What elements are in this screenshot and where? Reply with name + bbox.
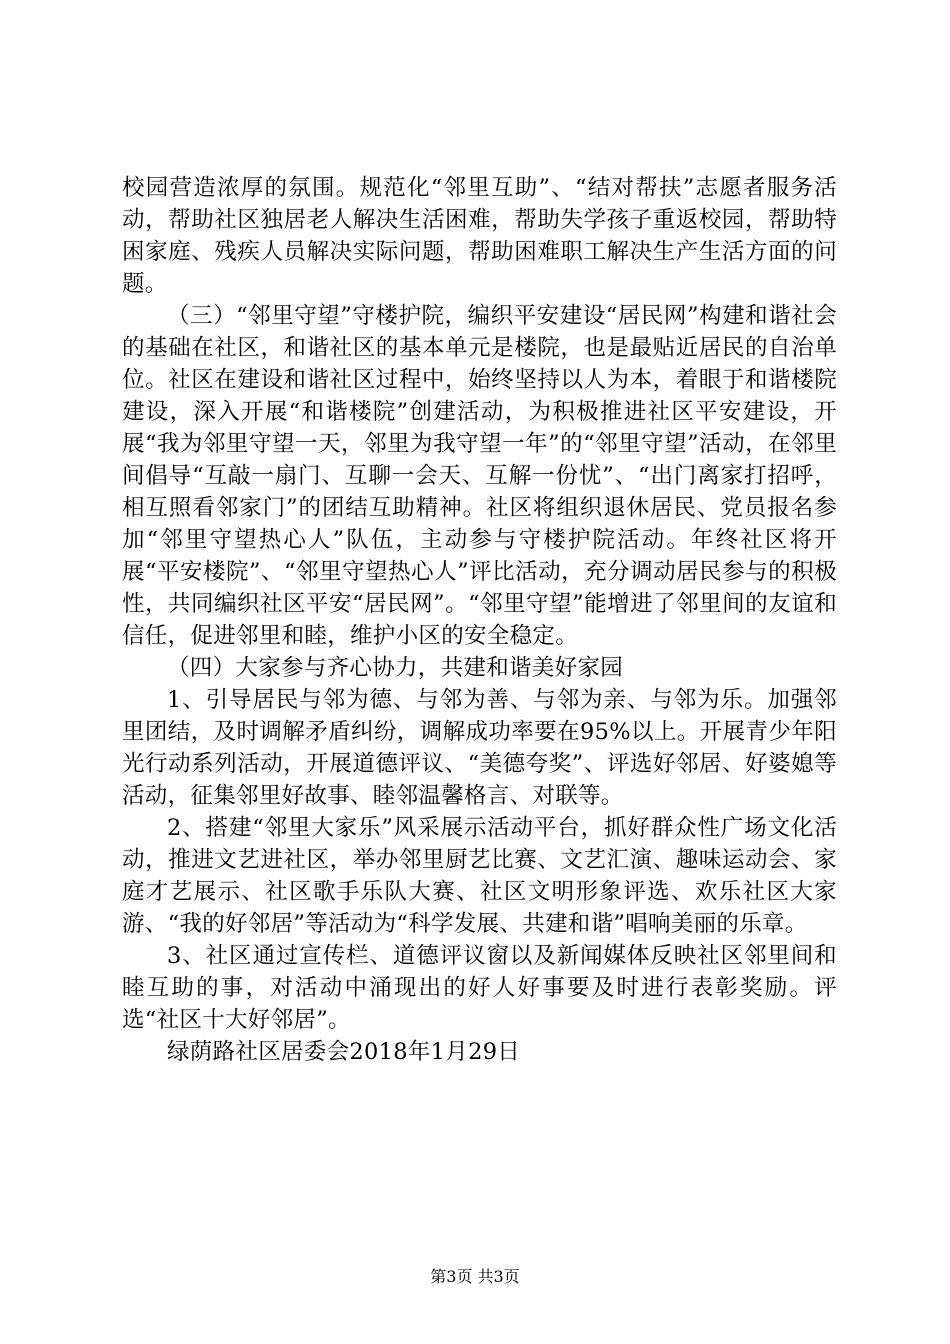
paragraph-item-one: 1、引导居民与邻为德、与邻为善、与邻为亲、与邻为乐。加强邻里团结，及时调解矛盾纠纷，调解成功率要在95%以上。开展青少年阳光行动系列活动，开展道德评议、“美德夸奖”、评选好邻居、好婆媳等活动，征集邻里好故事、睦邻温馨格言、对联等。 [122, 687, 837, 809]
paragraph-continuation: 校园营造浓厚的氛围。规范化“邻里互助”、“结对帮扶”志愿者服务活动，帮助社区独居老人解决生活困难，帮助失学孩子重返校园，帮助特困家庭、残疾人员解决实际问题，帮助困难职工解决生产生活方面的问题。 [122, 175, 837, 297]
document-body [122, 172, 837, 1068]
signature-date: 绿荫路社区居委会2018年1月29日 [167, 1039, 521, 1065]
paragraph-item-two: 2、搭建“邻里大家乐”风采展示活动平台，抓好群众性广场文化活动，推进文艺进社区，举办邻里厨艺比赛、文艺汇演、趣味运动会、家庭才艺展示、社区歌手乐队大赛、社区文明形象评选、欢乐社区大家游、“我的好邻居”等活动为“科学发展、共建和谐”唱响美丽的乐章。 [122, 815, 837, 937]
heading-section-four: （四）大家参与齐心协力，共建和谐美好家园 [167, 655, 624, 681]
paragraph-section-three: （三）“邻里守望”守楼护院，编织平安建设“居民网”构建和谐社会的基础在社区，和谐社区的基本单元是楼院，也是最贴近居民的自治单位。社区在建设和谐社区过程中，始终坚持以人为本，着眼于和谐楼院建设，深入开展“和谐楼院”创建活动，为积极推进社区平安建设，开展“我为邻里守望一天，邻里为我守望一年”的“邻里守望”活动，在邻里间倡导“互敲一扇门、互聊一会天、互解一份忧”、“出门离家打招呼，相互照看邻家门”的团结互助精神。社区将组织退休居民、党员报名参加“邻里守望热心人”队伍，主动参与守楼护院活动。年终社区将开展“平安楼院”、“邻里守望热心人”评比活动，充分调动居民参与的积极性，共同编织社区平安“居民网”。“邻里守望”能增进了邻里间的友谊和信任，促进邻里和睦，维护小区的安全稳定。 [122, 303, 837, 649]
paragraph-item-three: 3、社区通过宣传栏、道德评议窗以及新闻媒体反映社区邻里间和睦互助的事，对活动中涌现出的好人好事要及时进行表彰奖励。评选“社区十大好邻居”。 [122, 943, 837, 1033]
page-footer: 第3页 共3页 [430, 1267, 520, 1286]
